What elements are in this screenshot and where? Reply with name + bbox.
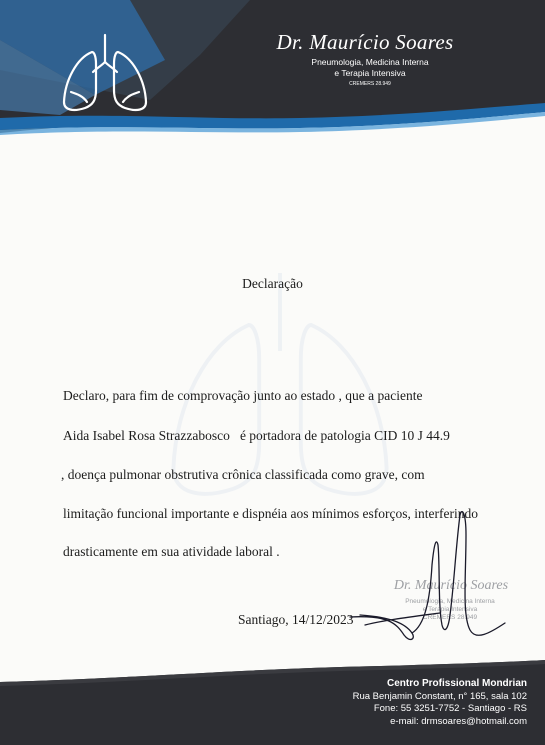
handwritten-signature xyxy=(330,505,510,655)
specialty-line-1: Pneumologia, Medicina Interna xyxy=(311,57,429,67)
footer-phone: Fone: 55 3251-7752 - Santiago - RS xyxy=(373,703,527,714)
lungs-icon xyxy=(55,30,155,116)
specialty-line-2: e Terapia Intensiva xyxy=(334,68,406,78)
body-line-2: Aida Isabel Rosa Strazzabosco é portadora de patologia CID 10 J 44.9 xyxy=(63,428,450,443)
place-date: Santiago, 14/12/2023 xyxy=(238,612,354,627)
stamp-name: Dr. Maurício Soares xyxy=(393,578,509,593)
specialty-text xyxy=(255,57,485,79)
footer-address: Rua Benjamin Constant, n° 165, sala 102 xyxy=(352,690,527,702)
crm-number: CREMERS 28.949 xyxy=(349,81,391,87)
body-line-5: drasticamente em sua atividade laboral . xyxy=(63,544,280,559)
stamp-line-2: e Terapia Intensiva xyxy=(422,606,478,613)
body-line-1: Declaro, para fim de comprovação junto ao estado , que a paciente xyxy=(63,388,423,403)
doctor-name: Dr. Maurício Soares xyxy=(276,30,454,54)
stamp-line-1: Pneumologia, Medicina Interna xyxy=(405,598,495,605)
footer-contact xyxy=(353,678,527,728)
body-line-3: , doença pulmonar obstrutiva crônica classificada como grave, com xyxy=(61,467,425,482)
body-line-4: limitação funcional importante e dispnéia aos mínimos esforços, interferindo xyxy=(63,506,479,521)
stamp-line-3: CREMERS 28.949 xyxy=(422,614,478,621)
footer-title: Centro Profissional Mondrian xyxy=(386,678,527,689)
document-title: Declaração xyxy=(242,276,303,291)
footer-email: e-mail: drmsoares@hotmail.com xyxy=(390,715,527,727)
